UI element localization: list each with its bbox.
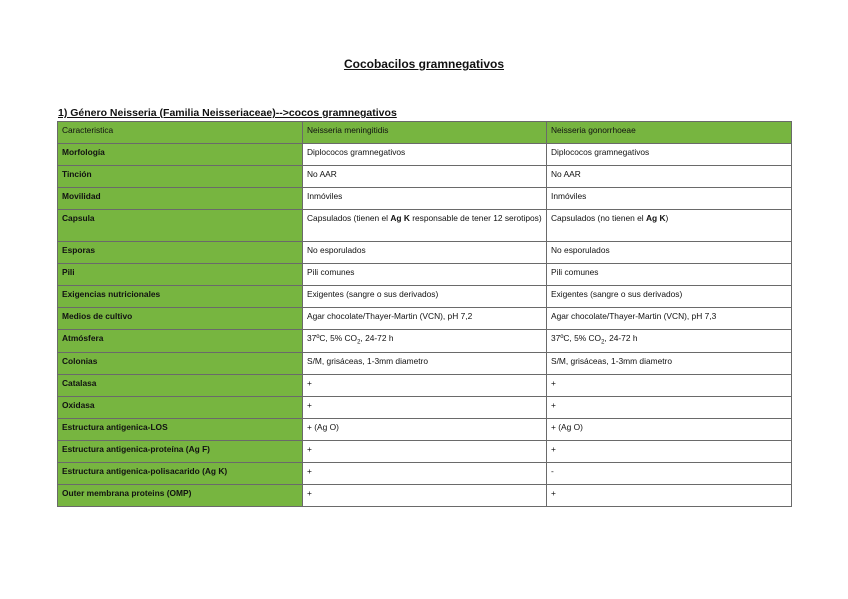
row-label: Oxidasa bbox=[58, 396, 303, 418]
meningitidis-value: S/M, grisáceas, 1-3mm diametro bbox=[303, 352, 547, 374]
gonorrhoeae-value: Pili comunes bbox=[547, 264, 792, 286]
table-row bbox=[58, 462, 792, 484]
table-row bbox=[58, 374, 792, 396]
gonorrhoeae-value-subscript: 2 bbox=[601, 339, 605, 346]
meningitidis-value: Diplococos gramnegativos bbox=[303, 144, 547, 166]
row-label bbox=[58, 418, 303, 440]
gonorrhoeae-value-text-end: , 24-72 h bbox=[604, 333, 638, 343]
meningitidis-value: No AAR bbox=[303, 166, 547, 188]
meningitidis-value-text: 37ºC, 5% CO bbox=[307, 333, 358, 343]
gonorrhoeae-value: + bbox=[547, 374, 792, 396]
table-row bbox=[58, 188, 792, 210]
table-row bbox=[58, 396, 792, 418]
meningitidis-value: + (Ag O) bbox=[303, 418, 547, 440]
meningitidis-value: No esporulados bbox=[303, 242, 547, 264]
gonorrhoeae-value bbox=[547, 210, 792, 242]
gonorrhoeae-value-text: Capsulados (no tienen el bbox=[551, 213, 646, 223]
characteristics-table bbox=[57, 121, 792, 507]
row-label: Movilidad bbox=[58, 188, 303, 210]
header-gonorrhoeae: Neisseria gonorrhoeae bbox=[547, 122, 792, 144]
row-label: Pili bbox=[58, 264, 303, 286]
meningitidis-value-text-end: , 24-72 h bbox=[360, 333, 394, 343]
row-label-bold-text: LOS bbox=[150, 421, 168, 432]
meningitidis-value: + bbox=[303, 484, 547, 506]
table-header-row bbox=[58, 122, 792, 144]
gonorrhoeae-value: No AAR bbox=[547, 166, 792, 188]
gonorrhoeae-value: Exigentes (sangre o sus derivados) bbox=[547, 286, 792, 308]
header-meningitidis: Neisseria meningitidis bbox=[303, 122, 547, 144]
meningitidis-value bbox=[303, 210, 547, 242]
row-label: Estructura antigenica-polisacarido (Ag K) bbox=[58, 462, 303, 484]
gonorrhoeae-value: Diplococos gramnegativos bbox=[547, 144, 792, 166]
meningitidis-value: Inmóviles bbox=[303, 188, 547, 210]
row-label: Tinción bbox=[58, 166, 303, 188]
table-row bbox=[58, 352, 792, 374]
gonorrhoeae-value: + bbox=[547, 396, 792, 418]
gonorrhoeae-value: - bbox=[547, 462, 792, 484]
row-label: Atmósfera bbox=[58, 330, 303, 353]
table-row bbox=[58, 264, 792, 286]
meningitidis-value-text: Capsulados (tienen el bbox=[307, 213, 391, 223]
row-label: Morfología bbox=[58, 144, 303, 166]
table-row bbox=[58, 210, 792, 242]
meningitidis-value-text-end: responsable de tener 12 serotipos) bbox=[409, 213, 542, 223]
meningitidis-value: + bbox=[303, 374, 547, 396]
table-row bbox=[58, 286, 792, 308]
row-label: Outer membrana proteins (OMP) bbox=[58, 484, 303, 506]
row-label: Estructura antigenica-proteína (Ag F) bbox=[58, 440, 303, 462]
gonorrhoeae-value: Inmóviles bbox=[547, 188, 792, 210]
table-row bbox=[58, 418, 792, 440]
row-label: Medios de cultivo bbox=[58, 308, 303, 330]
gonorrhoeae-value-text: 37ºC, 5% CO bbox=[551, 333, 602, 343]
table-row bbox=[58, 330, 792, 353]
meningitidis-value: + bbox=[303, 462, 547, 484]
gonorrhoeae-value bbox=[547, 330, 792, 353]
meningitidis-value-subscript: 2 bbox=[357, 339, 361, 346]
row-label-text: Estructura antigenica- bbox=[62, 421, 151, 432]
table-row bbox=[58, 166, 792, 188]
row-label: Esporas bbox=[58, 242, 303, 264]
row-label: Colonias bbox=[58, 352, 303, 374]
page-title: Cocobacilos gramnegativos bbox=[343, 57, 505, 71]
meningitidis-value bbox=[303, 330, 547, 353]
meningitidis-value: Pili comunes bbox=[303, 264, 547, 286]
meningitidis-value: + bbox=[303, 396, 547, 418]
row-label: Exigencias nutricionales bbox=[58, 286, 303, 308]
gonorrhoeae-value: No esporulados bbox=[547, 242, 792, 264]
row-label: Capsula bbox=[58, 210, 303, 242]
gonorrhoeae-value-text-end: ) bbox=[665, 213, 669, 223]
gonorrhoeae-value-bold-text: Ag K bbox=[645, 213, 666, 223]
meningitidis-value: Exigentes (sangre o sus derivados) bbox=[303, 286, 547, 308]
gonorrhoeae-value: + bbox=[547, 440, 792, 462]
meningitidis-value: + bbox=[303, 440, 547, 462]
table-row bbox=[58, 242, 792, 264]
table-row bbox=[58, 144, 792, 166]
gonorrhoeae-value: S/M, grisáceas, 1-3mm diametro bbox=[547, 352, 792, 374]
gonorrhoeae-value: + bbox=[547, 484, 792, 506]
gonorrhoeae-value: Agar chocolate/Thayer-Martin (VCN), pH 7,3 bbox=[547, 308, 792, 330]
table-row bbox=[58, 308, 792, 330]
header-characteristic: Caracteristica bbox=[58, 122, 303, 144]
row-label: Catalasa bbox=[58, 374, 303, 396]
table-row bbox=[58, 484, 792, 506]
gonorrhoeae-value: + (Ag O) bbox=[547, 418, 792, 440]
table-row bbox=[58, 440, 792, 462]
section-heading: 1) Género Neisseria (Familia Neisseriaceae)-->cocos gramnegativos bbox=[58, 107, 397, 119]
meningitidis-value: Agar chocolate/Thayer-Martin (VCN), pH 7,2 bbox=[303, 308, 547, 330]
meningitidis-value-bold-text: Ag K bbox=[390, 213, 410, 223]
